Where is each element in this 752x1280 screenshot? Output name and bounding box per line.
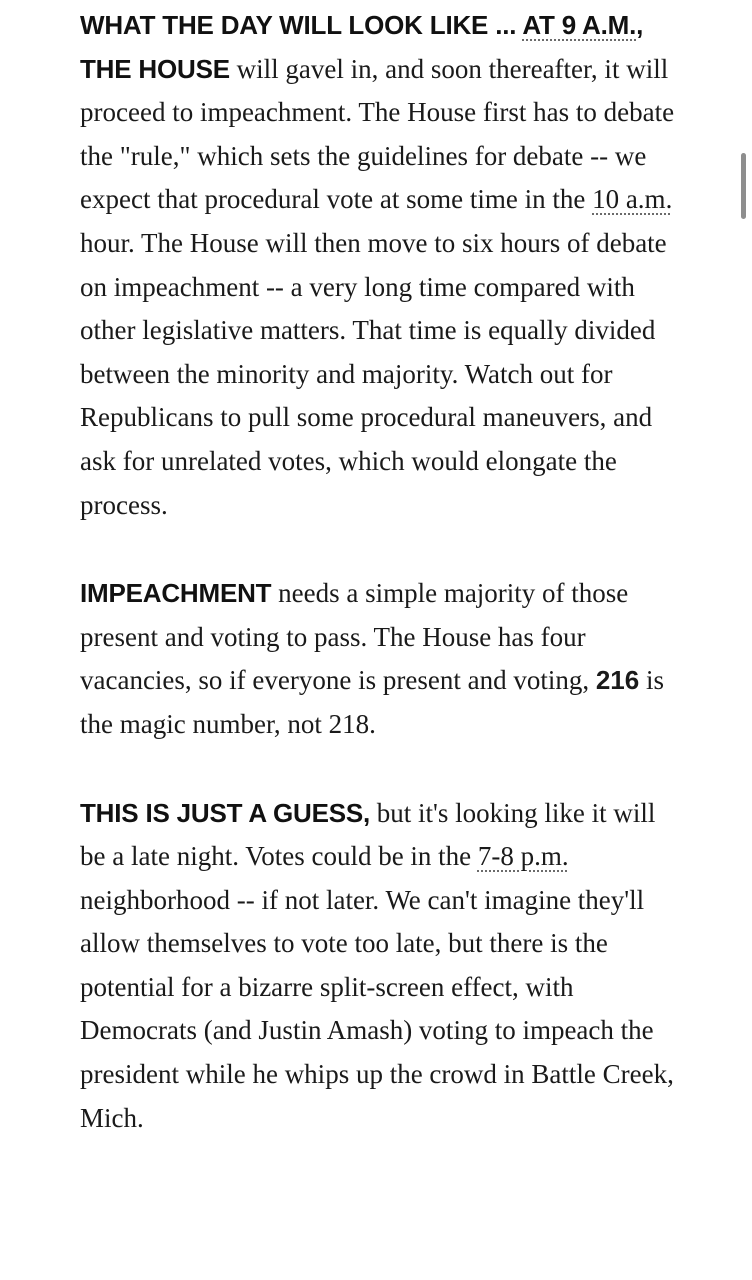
paragraph-lead: IMPEACHMENT xyxy=(80,578,272,609)
paragraph-text: needs a simple majority of those present and voting to pass. The House has four vacancies, so if everyone is present and voting, xyxy=(80,578,629,696)
time-link-7-8pm[interactable]: 7-8 p.m. xyxy=(477,841,569,872)
paragraph-lead: THIS IS JUST A GUESS, xyxy=(80,797,371,828)
time-link-9am[interactable]: AT 9 A.M. xyxy=(522,10,637,40)
time-link-10am[interactable]: 10 a.m. xyxy=(592,184,673,215)
paragraph-text: but it's looking like it will be a late night. Votes could be in the xyxy=(80,797,656,872)
lead-tail: , THE HOUSE xyxy=(80,10,644,84)
article-body xyxy=(80,0,680,1185)
paragraph-day-schedule xyxy=(80,0,680,527)
paragraph-guess xyxy=(80,792,680,1141)
paragraph-text: is the magic number, not 218. xyxy=(80,665,664,739)
magic-number: 216 xyxy=(595,665,640,696)
lead-text: WHAT THE DAY WILL LOOK LIKE ... xyxy=(80,10,523,40)
paragraph-text: neighborhood -- if not later. We can't imagine they'll allow themselves to vote too late, but there is the potential for a bizarre split-screen effect, with Democrats (and Justin Amash) voting to impeach the president while he whips up the crowd in Battle Creek, Mich. xyxy=(80,884,674,1133)
scrollbar-thumb[interactable] xyxy=(741,153,746,219)
paragraph-impeachment xyxy=(80,572,680,746)
paragraph-text: hour. The House will then move to six hours of debate on impeachment -- a very long time compared with other legislative matters. That time is equally divided between the minority and majority. Watch out for Republicans to pull some procedural maneuvers, and ask for unrelated votes, which would elongate the process. xyxy=(80,227,667,520)
paragraph-text: will gavel in, and soon thereafter, it will proceed to impeachment. The House first has to debate the "rule," which sets the guidelines for debate -- we expect that procedural vote at some time in the xyxy=(80,53,675,215)
